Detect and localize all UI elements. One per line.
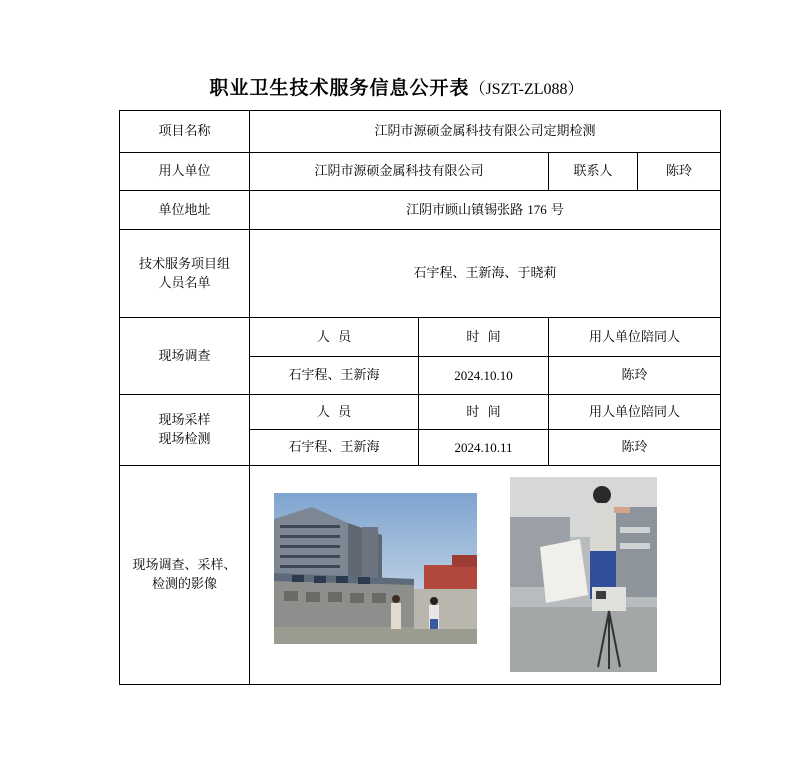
row-team xyxy=(120,230,721,318)
title-code: （JSZT-ZL088） xyxy=(469,81,584,98)
page-title xyxy=(0,76,793,102)
address-value xyxy=(250,191,721,230)
contact-label: 联系人 xyxy=(549,153,638,191)
row-sampling-header xyxy=(120,395,721,430)
images-cell xyxy=(250,466,721,685)
address-number: 176 xyxy=(527,202,547,217)
project-value: 江阴市源硕金属科技有限公司定期检测 xyxy=(250,111,721,153)
sampling-label-line2: 现场检测 xyxy=(158,432,211,447)
survey-col-time: 时 间 xyxy=(419,318,549,357)
site-sampling-photo xyxy=(510,477,657,672)
employer-label: 用人单位 xyxy=(120,153,250,191)
row-project xyxy=(120,111,721,153)
sampling-col-time: 时 间 xyxy=(419,395,549,430)
info-table xyxy=(119,110,721,685)
sampling-people: 石宇程、王新海 xyxy=(250,430,419,466)
survey-date: 2024.10.10 xyxy=(419,357,549,395)
survey-escort: 陈玲 xyxy=(549,357,721,395)
images-label-line2: 检测的影像 xyxy=(151,577,217,592)
address-suffix: 号 xyxy=(550,203,564,218)
team-label-line1: 技术服务项目组 xyxy=(138,256,230,272)
row-survey-header xyxy=(120,318,721,357)
sampling-col-escort: 用人单位陪同人 xyxy=(549,395,721,430)
sampling-escort: 陈玲 xyxy=(549,430,721,466)
title-main: 职业卫生技术服务信息公开表 xyxy=(209,77,470,99)
images-label-line1: 现场调查、采样、 xyxy=(132,558,237,573)
sampling-col-people: 人 员 xyxy=(250,395,419,430)
team-value: 石宇程、王新海、于晓莉 xyxy=(250,230,721,318)
row-employer xyxy=(120,153,721,191)
survey-people: 石宇程、王新海 xyxy=(250,357,419,395)
sampling-date: 2024.10.11 xyxy=(419,430,549,466)
team-label-line2: 人员名单 xyxy=(158,275,211,291)
row-address xyxy=(120,191,721,230)
sampling-label-line1: 现场采样 xyxy=(158,413,211,428)
employer-value: 江阴市源硕金属科技有限公司 xyxy=(250,153,549,191)
survey-label: 现场调查 xyxy=(120,318,250,395)
team-label xyxy=(120,230,250,318)
images-label xyxy=(120,466,250,685)
project-label: 项目名称 xyxy=(120,111,250,153)
survey-col-escort: 用人单位陪同人 xyxy=(549,318,721,357)
row-images xyxy=(120,466,721,685)
contact-value: 陈玲 xyxy=(638,153,721,191)
address-prefix: 江阴市顾山镇锡张路 xyxy=(406,203,524,218)
survey-col-people: 人 员 xyxy=(250,318,419,357)
sampling-label xyxy=(120,395,250,466)
site-building-photo xyxy=(274,493,477,644)
address-label: 单位地址 xyxy=(120,191,250,230)
